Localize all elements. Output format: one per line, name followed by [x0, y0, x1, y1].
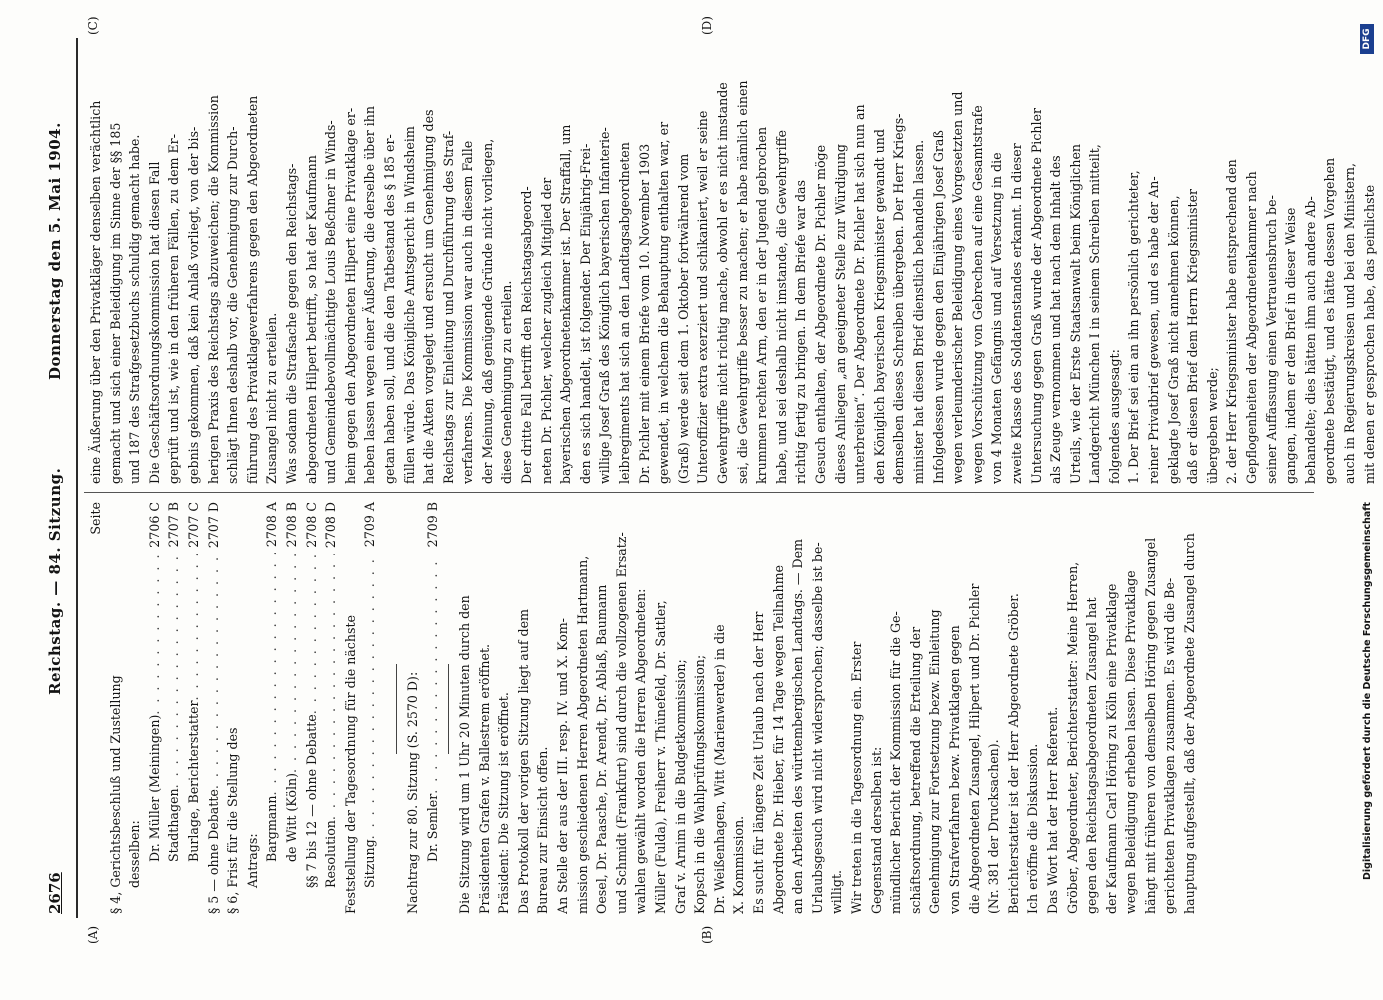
toc-page: 2707 C: [185, 502, 201, 548]
toc-row: [262, 502, 282, 914]
text-line: 2. der Herr Kriegsminister habe entsprechend den: [1224, 159, 1240, 484]
text-line: daß er diesen Brief dem Herrn Kriegsminister: [1185, 188, 1201, 484]
page-number: 2676: [46, 872, 64, 914]
toc-row: [164, 502, 184, 914]
toc-label: § 5 — ohne Debatte: [205, 789, 221, 914]
text-line: Gröber, Abgeordneter, Berichterstatter: Meine Herren,: [1064, 561, 1080, 914]
toc-row: [106, 502, 126, 914]
text-line: gangen, indem er den Brief in dieser Weise: [1283, 207, 1299, 484]
text-line: und Schmidt (Frankfurt) sind durch die vollzogenen Ersatz-: [613, 532, 629, 914]
text-line: Der dritte Fall betrifft den Reichstagsabgeord-: [519, 186, 535, 484]
text-line: mission geschiedenen Herren Abgeordneten Hartmann,: [574, 555, 590, 914]
toc-page: 2708 C: [303, 502, 319, 548]
text-line: auch in Regierungskreisen und bei den Ministern,: [1342, 163, 1357, 484]
toc-label: Feststellung der Tagesordnung für die nächste: [342, 615, 358, 914]
text-line: geordnete bestätigt, und es hätte dessen Vorgehen: [1322, 157, 1338, 484]
toc-page: 2709 A: [362, 502, 378, 548]
table-of-contents: [106, 502, 380, 914]
text-line: Kopsch in die Wahlprüfungskommission;: [692, 654, 708, 914]
toc-label: Dr. Semler: [424, 793, 440, 862]
text-line: hat die Akten vorgelegt und ersucht um Genehmigung des: [421, 109, 437, 484]
text-line: Bureau zur Einsicht offen.: [535, 746, 551, 914]
right-body-text: [86, 40, 1383, 484]
toc-row: [184, 502, 204, 914]
text-line: Urteils, wie der Erste Staatsanwalt beim Königlichen: [1067, 143, 1083, 484]
text-line: Dr. Weißenhagen, Witt (Marienwerder) in die: [711, 624, 727, 914]
text-line: hauptung aufgestellt, daß der Abgeordnete Zusangel durch: [1182, 533, 1198, 914]
text-line: Genehmigung zur Fortsetzung bezw. Einleitung: [927, 609, 943, 914]
text-line: wegen Beleidigung erheben lassen. Diese Privatklage: [1123, 570, 1139, 914]
toc-label: Sitzung: [362, 839, 378, 888]
separator-rule: [448, 664, 449, 754]
text-line: seiner Auffassung einen Vertrauensbruch be-: [1263, 195, 1279, 484]
text-line: an den Arbeiten des württembergischen Landtags. — Dem: [790, 539, 806, 914]
text-line: Die Geschäftsordnungskommission hat diesen Fall: [146, 161, 162, 484]
text-line: geklagte Josef Graß nicht annehmen können,: [1165, 195, 1181, 484]
text-line: An Stelle der aus der III. resp. IV. und X. Kom-: [555, 618, 571, 914]
text-line: von 4 Monaten Gefängnis und auf Versetzung in die: [989, 152, 1005, 484]
text-line: gegen den Reichstagsabgeordneten Zusangel hat: [1084, 597, 1100, 914]
toc-label: Bargmann: [264, 795, 280, 862]
text-line: als Zeuge vernommen und hat nach dem Inhalt des: [1048, 155, 1064, 484]
text-line: Es sucht für längere Zeit Urlaub nach der Herr: [751, 611, 766, 914]
text-line: schlägt Ihnen deshalb vor, die Genehmigung zur Durch-: [225, 126, 241, 484]
toc-label: § 6, Frist für die Stellung des: [225, 727, 241, 914]
text-line: Gewehrgriffe nicht richtig mache, obwohl er es nicht imstande: [715, 82, 730, 484]
toc-row: [360, 502, 380, 914]
text-line: geprüft und ist, wie in den früheren Fällen, zu dem Er-: [166, 134, 182, 484]
text-line: übergeben werde;: [1204, 367, 1220, 484]
text-line: Unteroffizier extra exerziert und schikaniert, weil er seine: [695, 110, 711, 484]
text-line: Dr. Pichler mit einem Briefe vom 10. November 1903: [636, 143, 652, 484]
toc-label: Resolution: [323, 820, 339, 888]
text-line: abgeordneten Hilpert betrifft, so hat der Kaufmann: [303, 155, 319, 484]
text-line: verfahrens. Die Kommission war auch in diesem Falle: [460, 140, 476, 484]
text-line: Abgeordnete Dr. Hieber, für 14 Tage wegen Teilnahme: [770, 565, 786, 914]
text-line: schäftsordnung, betreffend die Erteilung der: [907, 626, 923, 914]
toc-row: [423, 502, 443, 914]
text-line: dieses Anliegen „an geeigneter Stelle zur Würdigung: [832, 144, 848, 484]
text-line: Graf v. Arnim in die Budgetkommission;: [672, 659, 688, 914]
toc-row: [302, 502, 322, 914]
text-line: gewendet, in welchem die Behauptung enthalten war, er: [656, 121, 672, 484]
text-line: (Nr. 381 der Drucksachen).: [986, 739, 1002, 914]
text-line: Reichstags zur Einleitung und Durchführung des Straf-: [440, 130, 456, 484]
text-line: minister hat diesen Brief dienstlich behandeln lassen.: [910, 139, 926, 484]
text-line: der Kaufmann Carl Höring zu Köln eine Privatklage: [1103, 583, 1119, 914]
toc-row: [321, 502, 341, 914]
text-line: willigt.: [829, 869, 845, 914]
text-line: reiner Privatbrief gewesen, und es habe der An-: [1146, 176, 1162, 484]
text-line: die Abgeordneten Zusangel, Hilpert und Dr. Pichler: [966, 583, 982, 914]
text-line: sei, die Gewehrgriffe besser zu machen; er habe nämlich einen: [734, 80, 750, 484]
toc-page: 2709 B: [424, 502, 440, 548]
text-line: heben lassen wegen einer Äußerung, die derselbe über ihn: [362, 106, 378, 484]
text-line: bayerischen Abgeordnetenkammer ist. Der Straffall, um: [558, 124, 574, 484]
left-body-text: [455, 502, 1200, 914]
text-line: unterbreiten“. Der Abgeordnete Dr. Pichler hat sich nun an: [852, 104, 868, 484]
text-line: gerichteten Privatklagen zusammen. Es wird die Be-: [1162, 577, 1178, 914]
right-column: [86, 40, 1383, 484]
text-line: herigen Praxis des Reichstags abzuweichen; die Kommission: [205, 95, 221, 484]
text-line: behandelte; dies hätten ihm auch andere Ab-: [1302, 196, 1318, 484]
toc-row: [282, 502, 302, 914]
text-line: hängt mit früheren von demselben Höring gegen Zusangel: [1142, 537, 1158, 914]
margin-letter-d: (D): [700, 16, 714, 35]
text-line: krummen rechten Arm, den er in der Jugend gebrochen: [754, 126, 770, 484]
toc-label: §§ 7 bis 12 — ohne Debatte: [303, 714, 319, 888]
text-line: Präsidenten Grafen v. Ballestrem eröffnet.: [476, 643, 492, 914]
text-line: Landgericht München I in seinem Schreiben mitteilt,: [1087, 144, 1103, 484]
toc-seite-label: Seite: [88, 502, 103, 535]
toc-page: 2708 B: [283, 502, 299, 548]
toc-row: [204, 502, 224, 914]
text-line: wegen verleumderischer Beleidigung eines Vorgesetzten und: [950, 91, 966, 484]
text-line: Oesel, Dr. Paasche, Dr. Arendt, Dr. Ablaß, Baumann: [594, 584, 610, 914]
text-line: Wir treten in die Tagesordnung ein. Erster: [848, 641, 864, 914]
text-line: Ich eröffne die Diskussion.: [1025, 743, 1041, 914]
text-line: mündlicher Bericht der Kommission für die Ge-: [888, 611, 904, 914]
text-line: Was sodann die Strafsache gegen den Reichstags-: [283, 163, 299, 484]
text-line: Müller (Fulda), Freiherr v. Thünefeld, Dr. Sattler,: [653, 600, 669, 914]
text-line: Zusangel nicht zu erteilen.: [264, 312, 280, 484]
text-line: Präsident: Die Sitzung ist eröffnet.: [496, 692, 512, 914]
text-line: demselben dieses Schreiben übergeben. Der Herr Kriegs-: [891, 113, 907, 484]
toc-label: de Witt (Köln): [283, 772, 299, 862]
text-line: Gesuch enthalten, der Abgeordnete Dr. Pichler möge: [812, 144, 828, 484]
text-line: diese Genehmigung zu erteilen.: [499, 280, 515, 484]
separator-rule: [396, 664, 397, 754]
margin-letter-c: (C): [86, 16, 100, 35]
toc-row: [125, 502, 145, 914]
text-line: den es sich handelt, ist folgender. Der Einjährig-Frei-: [577, 143, 593, 484]
header-rule: [76, 38, 78, 918]
text-line: Das Wort hat der Herr Referent.: [1044, 706, 1060, 914]
toc-row: [243, 502, 263, 914]
toc-label: Dr. Müller (Meiningen): [146, 714, 162, 862]
text-line: [1379, 40, 1383, 484]
text-line: Untersuchung gegen Graß wurde der Abgeordnete Pichler: [1028, 108, 1044, 484]
text-line: mit denen er gesprochen habe, das peinlichste: [1361, 184, 1377, 484]
text-line: Die Sitzung wird um 1 Uhr 20 Minuten durch den: [457, 595, 473, 914]
text-line: getan haben soll, und die den Tatbestand des § 185 er-: [381, 134, 397, 484]
text-line: eine Äußerung über den Privatkläger denselben verächtlich: [88, 100, 103, 484]
text-line: von Strafverfahren bezw. Privatklagen gegen: [946, 625, 962, 914]
text-line: Berichterstatter ist der Herr Abgeordnete Gröber.: [1005, 593, 1021, 914]
text-line: leibregiments hat sich an den Landtagsabgeordneten: [617, 142, 633, 484]
text-line: wegen Vorschützung von Gebrechen auf eine Gesamtstrafe: [969, 105, 985, 484]
text-line: Gegenstand derselben ist:: [868, 746, 884, 914]
text-line: Urlaubsgesuch wird nicht widersprochen; dasselbe ist be-: [809, 542, 825, 914]
text-line: wahlen gewählt worden die Herren Abgeordneten:: [633, 588, 649, 914]
session-date: Donnerstag den 5. Mai 1904.: [46, 122, 64, 380]
toc-row: [341, 502, 361, 914]
text-line: folgendes ausgesagt:: [1106, 349, 1122, 484]
text-line: und Gemeindebevollmächtigte Louis Beßchner in Winds-: [323, 120, 339, 484]
toc-page: 2708 D: [323, 502, 339, 549]
text-line: und 187 des Strafgesetzbuchs schuldig gemacht habe.: [127, 134, 143, 484]
toc-page: 2707 D: [205, 502, 221, 549]
text-line: der Meinung, daß genügende Gründe nicht vorliegen,: [479, 138, 495, 484]
text-line: heim gegen den Abgeordneten Hilpert eine Privatklage er-: [342, 107, 358, 484]
text-line: neten Dr. Pichler, welcher zugleich Mitglied der: [538, 177, 554, 484]
text-line: Infolgedessen wurde gegen den Einjährigen Josef Graß: [930, 130, 946, 484]
margin-letter-a: (A): [86, 925, 100, 944]
toc-page: 2707 B: [166, 502, 182, 548]
nachtrag-heading: Nachtrag zur 80. Sitzung (S. 2570 D):: [404, 671, 420, 914]
text-line: Das Protokoll der vorigen Sitzung liegt auf dem: [515, 609, 531, 914]
margin-letter-b: (B): [700, 925, 714, 944]
toc-label: Burlage, Berichterstatter: [185, 700, 201, 862]
left-column: [86, 502, 1200, 914]
text-line: den Königlich bayerischen Kriegsminister gewandt und: [871, 129, 887, 484]
text-line: gemacht und sich einer Beleidigung im Sinne der §§ 185: [107, 122, 123, 484]
text-line: richtig fertig zu bringen. In dem Briefe war das: [793, 179, 809, 484]
text-line: habe, und sei deshalb nicht imstande, die Gewehrgriffe: [773, 130, 789, 484]
text-line: zweite Klasse des Soldatenstandes erkannt. In dieser: [1008, 143, 1024, 484]
toc-page: 2708 A: [264, 502, 280, 548]
text-line: führung des Privatklageverfahrens gegen den Abgeordneten: [244, 95, 260, 484]
text-line: willige Josef Graß des Königlich bayerischen Infanterie-: [597, 127, 613, 484]
text-line: gebnis gekommen, daß kein Anlaß vorliegt, von der bis-: [185, 126, 201, 484]
text-line: 1. Der Brief sei ein an ihn persönlich gerichteter,: [1126, 170, 1142, 484]
toc-label: Antrags:: [244, 833, 260, 888]
text-line: Gepflogenheiten der Abgeordnetenkammer nach: [1244, 171, 1260, 484]
toc-row: [145, 502, 165, 914]
text-line: X. Kommission.: [731, 815, 747, 914]
toc-label: Stadthagen: [166, 788, 182, 862]
toc-label: desselben:: [127, 820, 143, 888]
text-line: (Graß) werde seit dem 1. Oktober fortwährend vom: [675, 153, 691, 484]
page-title: Reichstag. — 84. Sitzung.: [46, 467, 64, 695]
text-line: füllen würde. Das Königliche Amtsgericht in Windsheim: [401, 126, 417, 484]
toc-page: 2706 C: [146, 502, 162, 548]
toc-row: [223, 502, 243, 914]
digitization-credit: Digitalisierung gefördert durch die Deutsche Forschungsgemeinschaft: [1362, 502, 1373, 880]
column-divider: [84, 492, 1314, 493]
toc-label: § 4, Gerichtsbeschluß und Zustellung: [107, 675, 123, 914]
dfg-logo: DFG: [1360, 24, 1374, 54]
